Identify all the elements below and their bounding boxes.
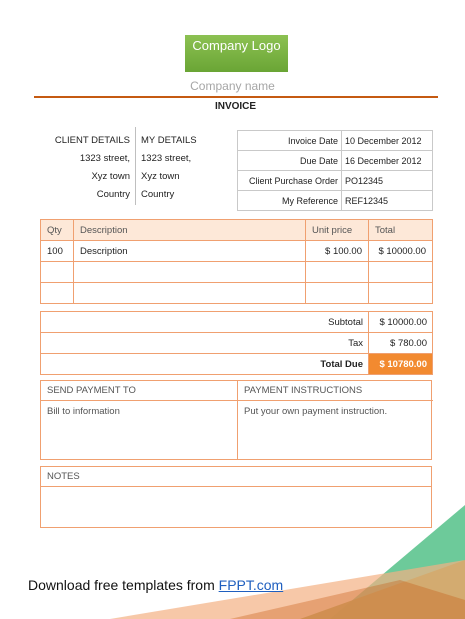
item-description[interactable] [74,262,306,283]
footer-text: Download free templates from [28,577,219,593]
meta-label: Client Purchase Order [238,171,342,191]
company-logo: Company Logo [185,35,288,72]
total-due-label: Total Due [41,354,369,375]
company-name: Company name [190,79,275,93]
item-unit-price[interactable] [306,283,369,304]
notes-section [40,466,432,528]
details-divider [135,127,136,205]
my-country: Country [141,189,175,200]
total-due-row [41,354,433,375]
table-row [41,262,433,283]
meta-row [238,131,433,151]
item-unit-price[interactable]: $ 100.00 [306,241,369,262]
subtotal-row [41,312,433,333]
client-heading: CLIENT DETAILS [54,135,130,146]
fppt-link[interactable]: FPPT.com [218,577,284,593]
send-payment-body[interactable]: Bill to information [47,406,120,417]
send-payment-heading: SEND PAYMENT TO [41,381,237,401]
meta-row [238,191,433,211]
item-qty[interactable] [41,262,74,283]
payment-section [40,380,432,460]
client-town: Xyz town [91,171,130,182]
send-payment-column [41,381,237,459]
item-description[interactable]: Description [74,241,306,262]
my-details [141,132,221,204]
items-header-row [41,220,433,241]
item-qty[interactable]: 100 [41,241,74,262]
tax-row [41,333,433,354]
payment-instructions-heading: PAYMENT INSTRUCTIONS [238,381,433,401]
table-row [41,283,433,304]
my-town: Xyz town [141,171,180,182]
client-street: 1323 street, [79,153,130,164]
header-rule [34,96,438,98]
subtotal-value: $ 10000.00 [369,312,433,333]
line-items-table [40,219,433,304]
my-street: 1323 street, [141,153,192,164]
notes-heading: NOTES [41,467,431,487]
item-total[interactable]: $ 10000.00 [369,241,433,262]
subtotal-label: Subtotal [41,312,369,333]
meta-value[interactable]: 16 December 2012 [342,151,433,171]
client-details [40,132,130,204]
tax-value[interactable]: $ 780.00 [369,333,433,354]
column-header-qty: Qty [41,220,74,241]
column-header-total: Total [369,220,433,241]
client-country: Country [96,189,130,200]
item-unit-price[interactable] [306,262,369,283]
meta-value[interactable]: PO12345 [342,171,433,191]
total-due-value: $ 10780.00 [369,354,433,375]
download-footer [28,577,283,593]
invoice-meta-table [237,130,433,211]
item-total[interactable] [369,262,433,283]
column-header-description: Description [74,220,306,241]
meta-value[interactable]: REF12345 [342,191,433,211]
meta-label: Due Date [238,151,342,171]
meta-value[interactable]: 10 December 2012 [342,131,433,151]
item-total[interactable] [369,283,433,304]
meta-label: My Reference [238,191,342,211]
tax-label: Tax [41,333,369,354]
item-description[interactable] [74,283,306,304]
totals-table [40,311,433,375]
meta-row [238,171,433,191]
meta-label: Invoice Date [238,131,342,151]
meta-row [238,151,433,171]
payment-instructions-body[interactable]: Put your own payment instruction. [244,406,388,417]
my-heading: MY DETAILS [141,135,197,146]
item-qty[interactable] [41,283,74,304]
invoice-title: INVOICE [214,101,257,112]
table-row [41,241,433,262]
payment-instructions-column [238,381,433,459]
column-header-unit-price: Unit price [306,220,369,241]
